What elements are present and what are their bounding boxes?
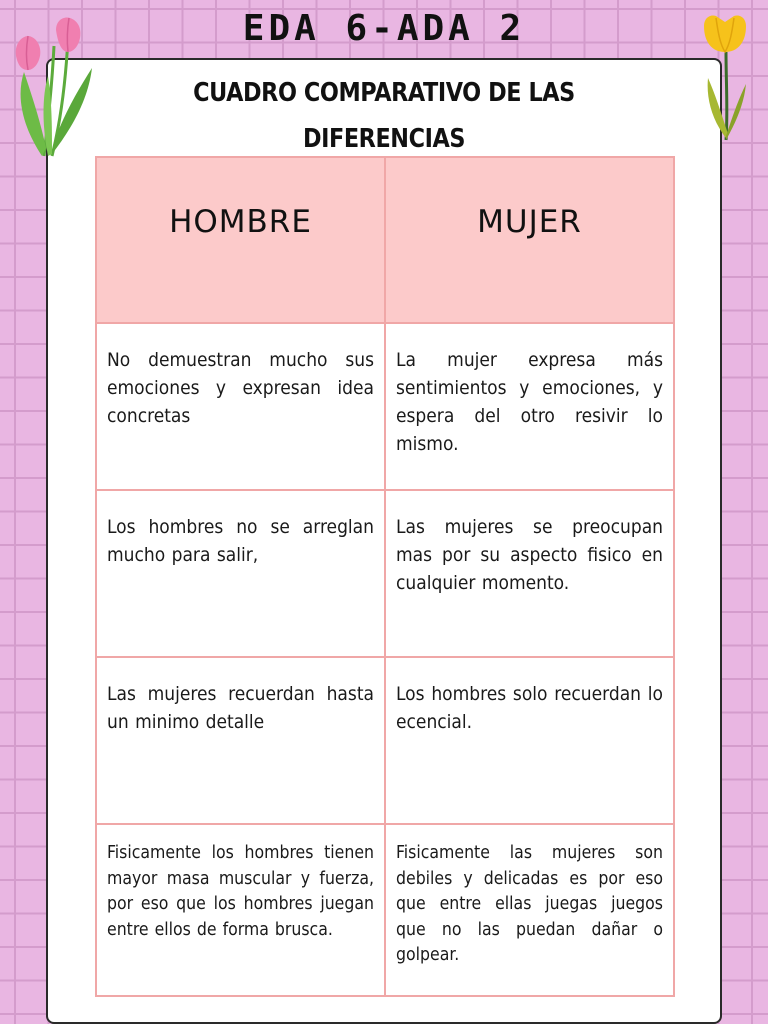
yellow-tulip-icon bbox=[696, 12, 754, 142]
cell-hombre: No demuestran mucho sus emociones y expresan idea concretas bbox=[96, 323, 385, 490]
cell-hombre: Fisicamente los hombres tienen mayor masa muscular y fuerza, por eso que los hombres juegan entre ellos de forma brusca. bbox=[96, 824, 385, 996]
column-header-mujer: MUJER bbox=[385, 157, 674, 323]
subtitle-line-1: CUADRO COMPARATIVO DE LAS DIFERENCIAS bbox=[193, 78, 575, 154]
cell-hombre: Los hombres no se arreglan mucho para salir, bbox=[96, 490, 385, 657]
cell-mujer: Los hombres solo recuerdan lo ecencial. bbox=[385, 657, 674, 824]
cell-mujer: Fisicamente las mujeres son debiles y delicadas es por eso que entre ellas juegas juegos que no las puedan dañar o golpear. bbox=[385, 824, 674, 996]
header-row bbox=[96, 157, 674, 323]
table-row bbox=[96, 657, 674, 824]
table-row bbox=[96, 490, 674, 657]
column-header-hombre: HOMBRE bbox=[96, 157, 385, 323]
comparison-table bbox=[95, 156, 675, 997]
cell-mujer: La mujer expresa más sentimientos y emociones, y espera del otro resivir lo mismo. bbox=[385, 323, 674, 490]
table-row bbox=[96, 323, 674, 490]
cell-hombre: Las mujeres recuerdan hasta un minimo detalle bbox=[96, 657, 385, 824]
table-row bbox=[96, 824, 674, 996]
page-title: EDA 6-ADA 2 bbox=[242, 8, 526, 49]
cell-mujer: Las mujeres se preocupan mas por su aspecto fisico en cualquier momento. bbox=[385, 490, 674, 657]
pink-tulips-icon bbox=[12, 16, 98, 158]
